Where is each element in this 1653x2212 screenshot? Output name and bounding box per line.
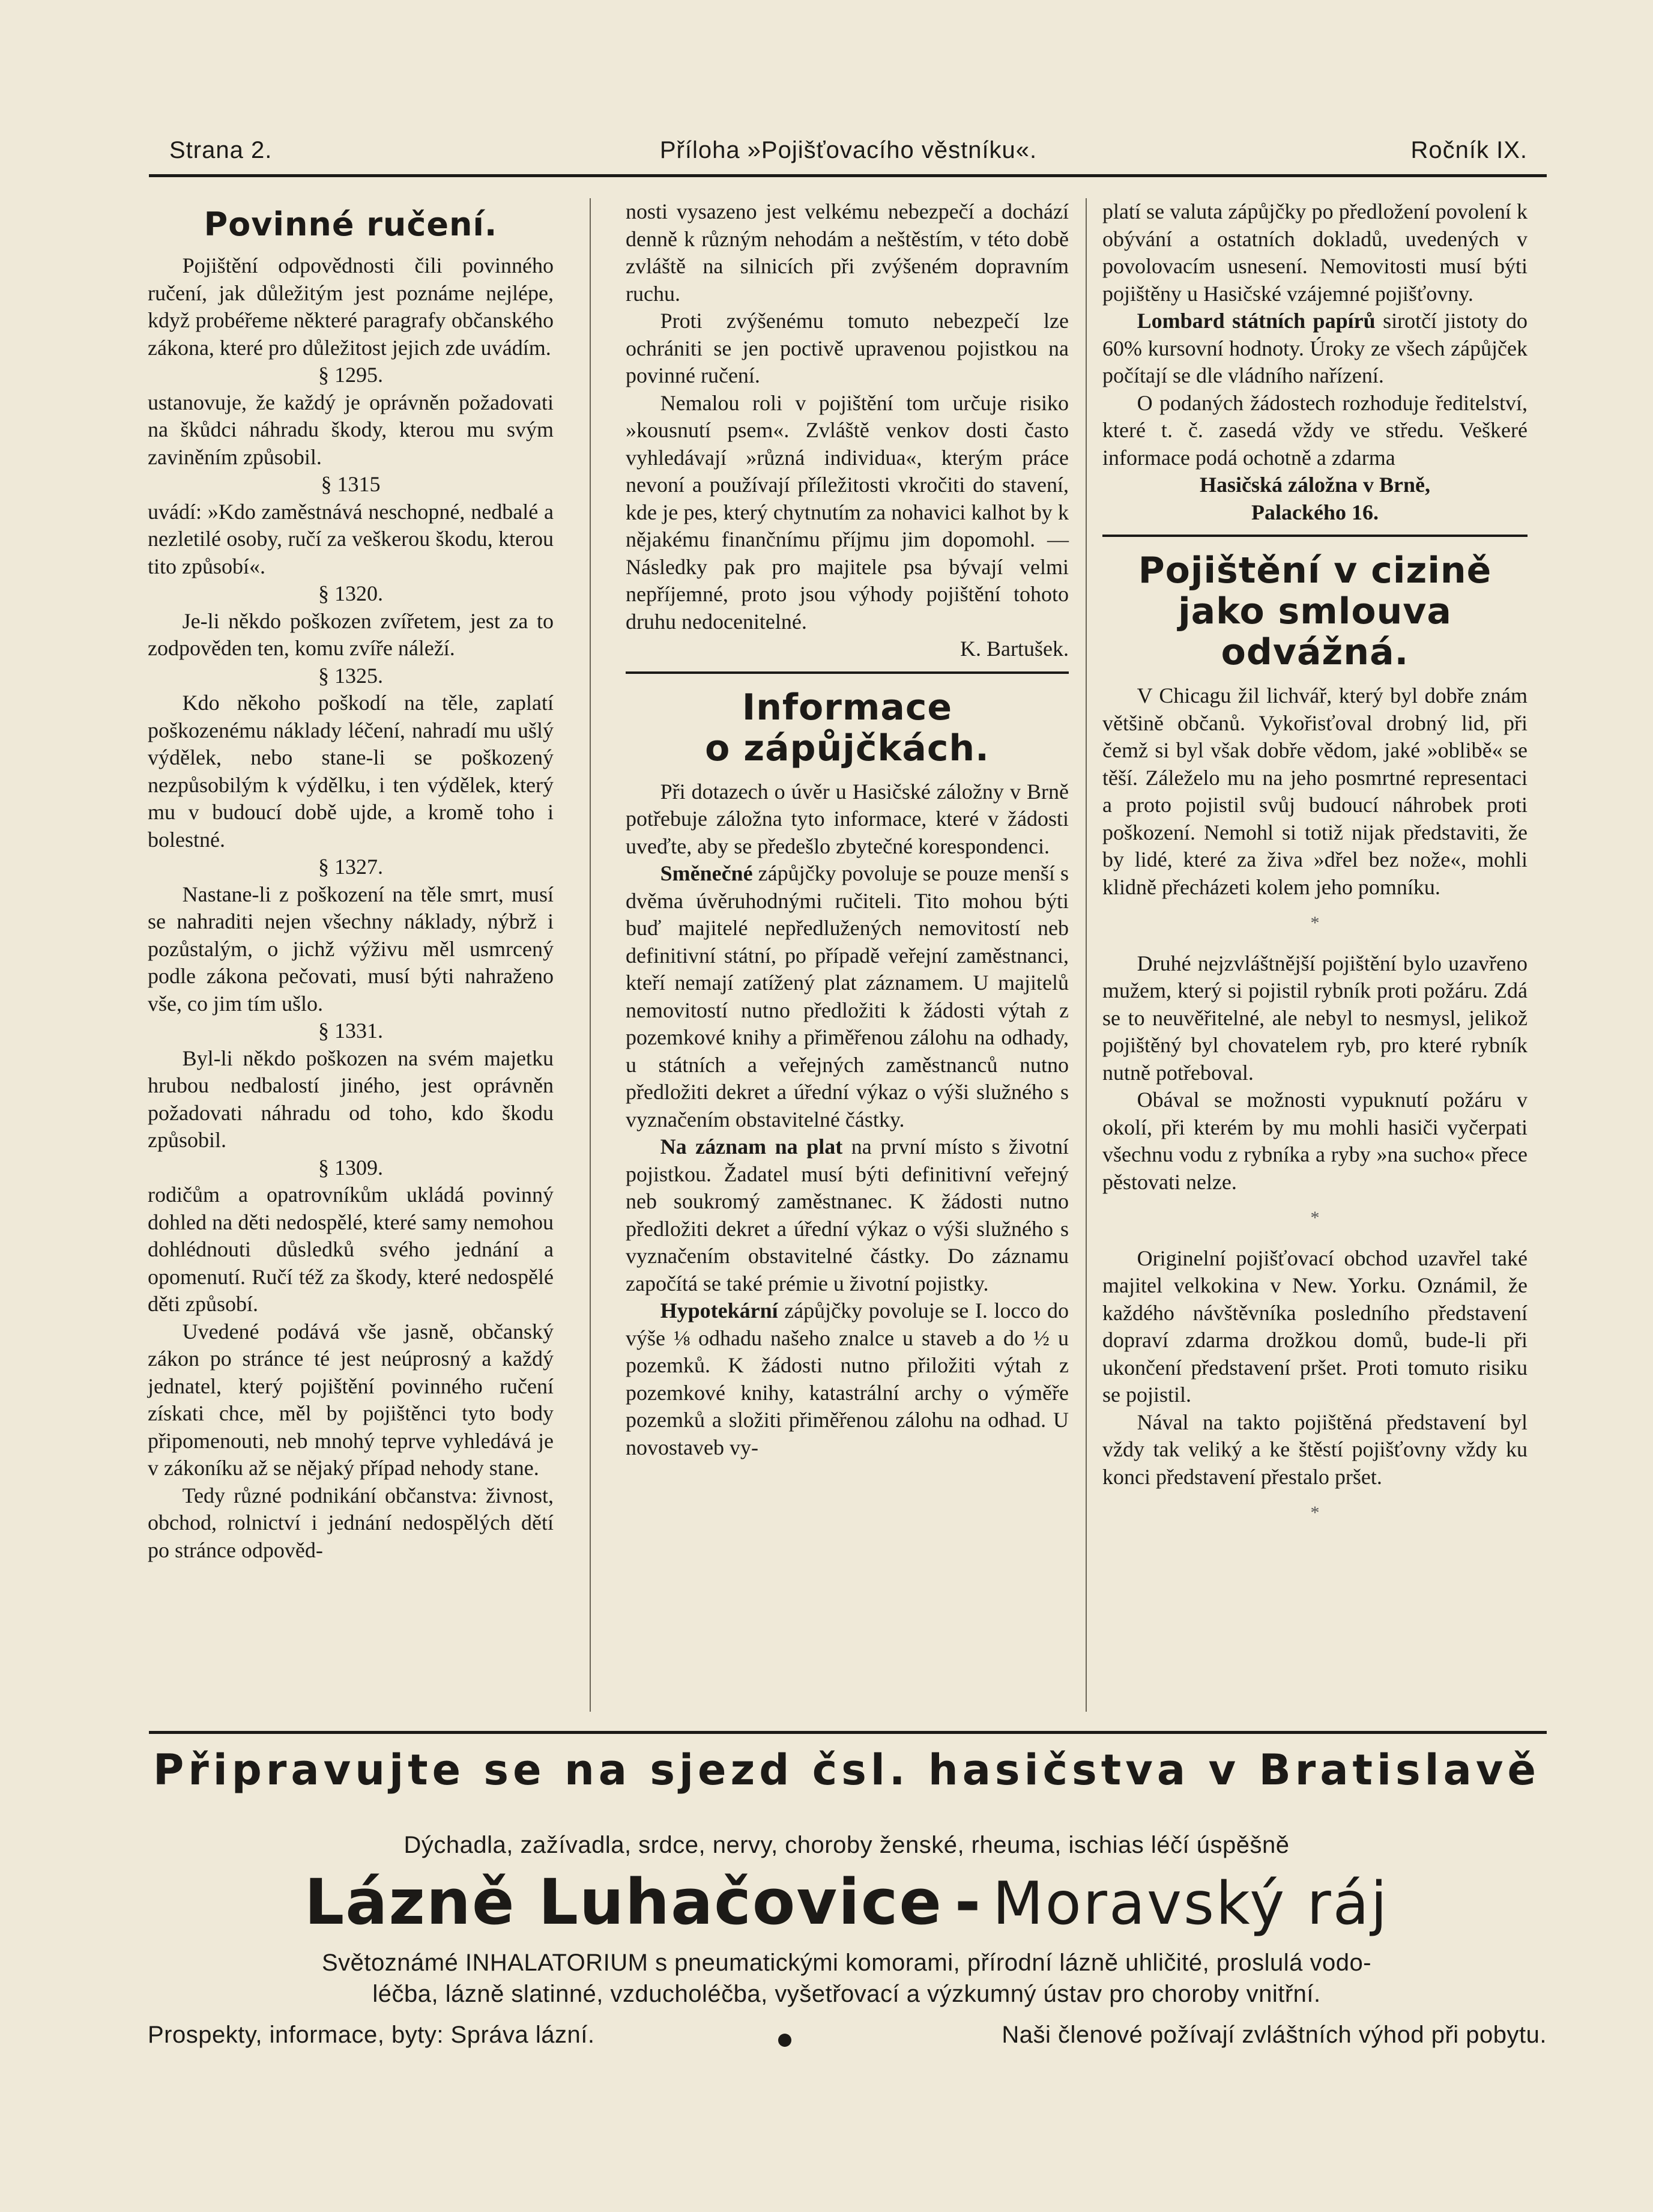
paragraph: Nastane-li z poškození na těle smrt, musí se nahraditi nejen všechny náklady, nýbrž i pozůstalým, o jichž výživu měl usmrcený podle zákona pečovati, musí býti nahraženo vše, co jim tím ušlo. <box>148 882 554 1016</box>
header-rule <box>149 174 1547 177</box>
paragraph <box>626 1133 1069 1297</box>
paragraph: Obával se možnosti vypuknutí požáru v okolí, při kterém by mu mohli hasiči vyčerpati všechnu vodu z rybníka a ryby »na sucho« přece pěstovati nelze. <box>1102 1088 1528 1194</box>
paragraph: uvádí: »Kdo zaměstnává neschopné, nedbalé a nezletilé osoby, ručí za veškerou škodu, kterou tito způsobí«. <box>148 499 554 578</box>
column-divider-2 <box>1086 198 1087 1712</box>
section-mark: § 1327. <box>318 855 383 879</box>
paragraph: Nával na takto pojištěná představení byl vždy tak veliký a ke štěstí pojišťovny vždy ku konci představení přestalo pršet. <box>1102 1410 1528 1489</box>
paragraph: V Chicagu žil lichvář, který byl dobře znám většině občanů. Vykořisťoval drobný lid, při čemž si byl však dobře vědom, jaké »oblibě« se těší. Záleželo mu na jeho posmrtné representaci a proto pojistil svůj budoucí náhrobek proti poškození. Nemohl si totiž nijak představiti, že by lidé, které za živa »dřel bez nože«, mohli klidně přecházeti kolem jeho pomníku. <box>1102 683 1528 899</box>
paragraph: nosti vysazeno jest velkému nebezpečí a dochází denně k různým nehodám a neštěstím, v této době zvláště na silnicích při zvýšeném dopravním ruchu. <box>626 199 1069 306</box>
paragraph: Proti zvýšenému tomuto nebezpečí lze ochrániti se jen poctivě upravenou pojistkou na povinné ručení. <box>626 309 1069 387</box>
paragraph: Je-li někdo poškozen zvířetem, jest za to zodpověden ten, komu zvíře náleží. <box>148 608 554 660</box>
title-line: jako smlouva odvážná. <box>1178 590 1452 673</box>
column-1 <box>148 198 554 1564</box>
section-mark: § 1315 <box>321 472 381 496</box>
ad-member-benefit: Naši členové požívají zvláštních výhod při pobytu. <box>1002 2022 1547 2048</box>
ad-description: léčba, lázně slatinné, vzducholéčba, vyšetřovací a výzkumný ústav pro choroby vnitřní. <box>372 1981 1321 2007</box>
paragraph-text: sirotčí jistoty do 60% kursovní hodnoty. Úroky ze všech zápůjček počítají se dle vládního nařízení. <box>1102 309 1528 387</box>
article-title-informace <box>626 687 1069 769</box>
ad-indications: Dýchadla, zažívadla, srdce, nervy, choroby ženské, rheuma, ischias léčí úspěšně <box>403 1832 1290 1858</box>
title-line: Informace <box>742 686 953 729</box>
banner-headline: Připravujte se na sjezd čsl. hasičstva v Bratislavě <box>153 1745 1541 1795</box>
volume-number: Ročník IX. <box>1410 137 1528 163</box>
section-mark: § 1309. <box>318 1155 383 1180</box>
advert-rule <box>149 1731 1547 1734</box>
publication-title: Příloha »Pojišťovacího věstníku«. <box>659 137 1038 163</box>
article-separator <box>1102 535 1528 537</box>
paragraph: Nemalou roli v pojištění tom určuje risiko »kousnutí psem«. Zvláště venkov dosti často vyhledávají »různá individua«, kterým práce nevoní a používají příležitosti vkročiti do stavení, kde je pes, který chytnutím za nohavici kalhot by k nějakému finančnímu příjmu jim dopomohl. — Následky pak pro majitele psa bývají velmi nepříjemné, proto jsou výhody pojištění tohoto druhu nedocenitelné. <box>626 390 1069 634</box>
running-head <box>169 137 1528 171</box>
column-3 <box>1102 198 1528 1540</box>
paragraph-text: zápůjčky povoluje se pouze menší s dvěma úvěruhodnými ručiteli. Tito mohou býti buď majitelé nepředlužených nemovitostí neb definitivní státní, po případě veřejní zaměstnanci, kteří nemají zatížený plat záznamem. U majitelů nemovitostí nutno předložiti k žádosti výtah z pozemkové knihy a přiměřenou zálohu na odhady, u státních a veřejných zaměstnanců nutno předložiti dekret a úřední výkaz o výši služného s vyznačením obstavitelné částky. <box>626 861 1069 1132</box>
section-mark: § 1325. <box>318 663 383 688</box>
paragraph: Při dotazech o úvěr u Hasičské záložny v Brně potřebuje záložna tyto informace, které v žádosti uveďte, aby se předešlo zbytečné korespondenci. <box>626 779 1069 858</box>
brand-slogan: Moravský ráj <box>993 1870 1389 1938</box>
paragraph: platí se valuta zápůjčky po předložení povolení k obývání a ostatních dokladů, uvedených v povolovacím usnesení. Nemovitosti musí býti pojištěny u Hasičské vzájemné pojišťovny. <box>1102 199 1528 306</box>
paragraph <box>1102 308 1528 390</box>
section-mark: § 1320. <box>318 581 383 605</box>
article-title-povinne-ruceni: Povinné ručení. <box>204 205 498 243</box>
asterism: * <box>1310 913 1320 933</box>
paragraph: Druhé nejzvláštnější pojištění bylo uzavřeno mužem, který si pojistil rybník proti požáru. Zdá se to neuvěřitelné, ale nebyl to nesmysl, jelikož pojištěný byl chovatelem ryb, pro které rybník nutně potřeboval. <box>1102 951 1528 1085</box>
paragraph: rodičům a opatrovníkům ukládá povinný dohled na děti nedospělé, které samy nemohou dohlédnouti důsledků svého jednání a opomenutí. Ručí též za škody, které nedospělé děti způsobí. <box>148 1183 554 1316</box>
bold-lead: Směnečné <box>660 861 753 885</box>
section-mark: § 1331. <box>318 1019 383 1043</box>
paragraph: Kdo někoho poškodí na těle, zaplatí poškozenému náklady léčení, nahradí mu ušlý výdělek, nebo stane-li se poškozený nezpůsobilým k výdělku, i ten výdělek, který mu v budoucí době ujde, a kromě toho i bolestné. <box>148 691 554 852</box>
paragraph-text: zápůjčky povoluje se I. locco do výše ⅛ odhadu našeho znalce u staveb a do ½ u pozemků. K žádosti nutno přiložiti výtah z pozemkové knihy, katastrální archy o výměře pozemků a složiti přiměřenou zálohu na odhad. U novostaveb vy- <box>626 1298 1069 1459</box>
column-2 <box>626 198 1069 1461</box>
brand-dash: - <box>954 1865 981 1939</box>
paragraph: Pojištění odpovědnosti čili povinného ručení, jak důležitým jest poznáme nejlépe, když probéřeme některé paragrafy občanského zákona, které pro důležitost jejich zde uvádím. <box>148 253 554 360</box>
column-divider-1 <box>590 198 591 1712</box>
paragraph: O podaných žádostech rozhoduje ředitelství, které t. č. zasedá vždy ve středu. Veškeré informace podá ochotně a zdarma <box>1102 390 1528 470</box>
signature-line: Hasičská záložna v Brně, <box>1200 473 1430 497</box>
author-signature: K. Bartušek. <box>960 637 1069 661</box>
ad-description: Světoznámé INHALATORIUM s pneumatickými komorami, přírodní lázně uhličité, proslulá vodo- <box>321 1950 1372 1976</box>
paragraph-text: na první místo s životní pojistkou. Žadatel musí býti definitivní veřejný neb soukromý zaměstnanec. K žádosti nutno předložiti dekret a úřední výkaz o výši služného s vyznačením obstavitelné částky. Do záznamu započítá se také prémie u životní pojistky. <box>626 1135 1069 1295</box>
paragraph: Tedy různé podnikání občanstva: živnost, obchod, rolnictví i jednání nedospělých dětí po stránce odpověd- <box>148 1483 554 1562</box>
article-title-pojisteni-v-cizine <box>1102 550 1528 673</box>
page-number: Strana 2. <box>169 137 273 163</box>
brand-name: Lázně Luhačovice <box>304 1865 943 1939</box>
ad-brand <box>144 1865 1549 1939</box>
paragraph <box>626 1297 1069 1461</box>
bold-lead: Hypotekární <box>660 1298 778 1323</box>
bold-lead: Lombard státních papírů <box>1137 309 1376 333</box>
asterism: * <box>1310 1503 1320 1523</box>
paragraph <box>626 860 1069 1133</box>
asterism: * <box>1310 1208 1320 1228</box>
section-mark: § 1295. <box>318 363 383 387</box>
paragraph: ustanovuje, že každý je oprávněn požadovati na škůdci náhradu škody, kterou mu svým zaviněním způsobil. <box>148 390 554 469</box>
title-line: o zápůjčkách. <box>705 727 990 769</box>
signature-line: Palackého 16. <box>1251 500 1379 524</box>
bullet-icon <box>778 2034 791 2047</box>
bold-lead: Na záznam na plat <box>660 1135 843 1159</box>
paragraph: Byl-li někdo poškozen na svém majetku hrubou nedbalostí jiného, jest oprávněn požadovati náhradu od toho, kdo škodu způsobil. <box>148 1046 554 1152</box>
title-line: Pojištění v cizině <box>1138 550 1492 592</box>
ad-contact: Prospekty, informace, byty: Správa lázní. <box>148 2022 595 2048</box>
paragraph: Originelní pojišťovací obchod uzavřel také majitel velkokina v New. Yorku. Oznámil, že každého návštěvníka posledního představení dopraví zdarma drožkou domů, bude-li při ukončení představení pršet. Proti tomuto risiku se pojistil. <box>1102 1246 1528 1407</box>
paragraph: Uvedené podává vše jasně, občanský zákon po stránce té jest neúprosný a každý jednatel, který pojištění povinného ručení získati chce, měl by pojištěnci tyto body připomenouti, neb mnohý teprve vyhledává je v zákoníku až se nějaký případ nehody stane. <box>148 1319 554 1480</box>
article-separator <box>626 671 1069 674</box>
